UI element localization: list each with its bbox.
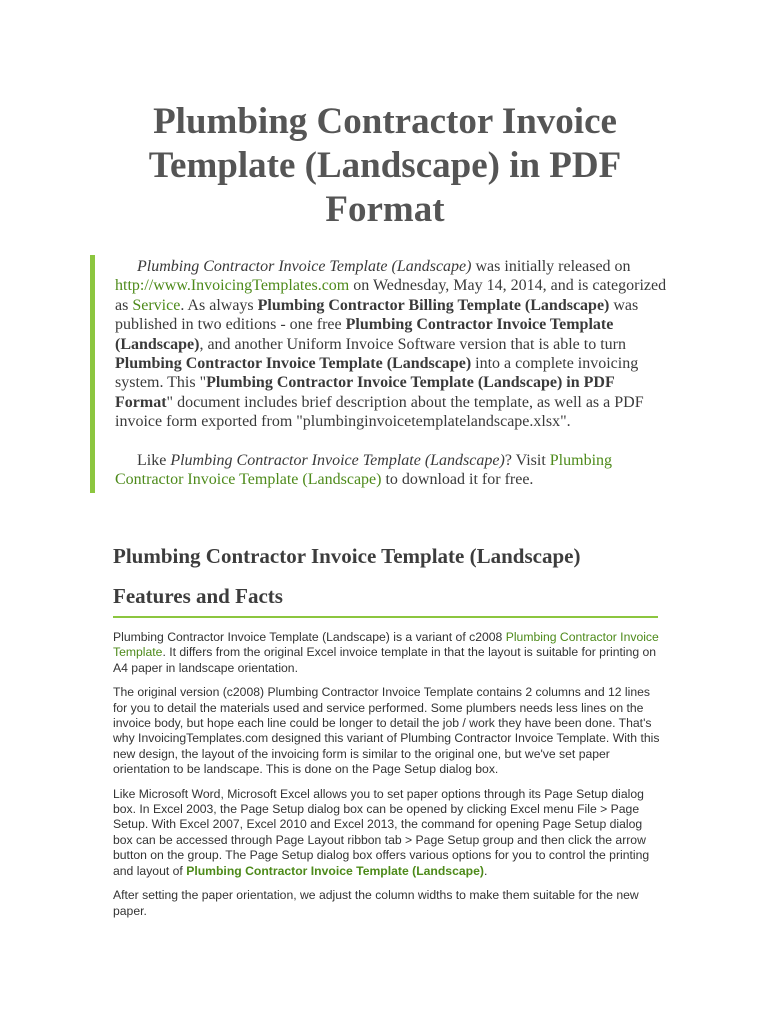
service-category-link[interactable]: Service: [132, 296, 181, 314]
visit-template-link[interactable]: Plumbing Contractor Invoice Template (Landscape): [115, 451, 613, 489]
section-heading: Plumbing Contractor Invoice Template (Landscape) Features and Facts: [113, 536, 658, 618]
intro-blockquote: [90, 255, 675, 493]
intro-paragraph-2: Like Plumbing Contractor Invoice Template (Landscape)? Visit Plumbing Contractor Invoice Template (Landscape) to download it for free.: [115, 451, 613, 489]
body-paragraph-2: The original version (c2008) Plumbing Contractor Invoice Template contains 2 columns and 12 lines for you to detail the materials used and service performed. Some plumbers needs less lines on the invoice body, but hope each line could be longer to detail the job / work they have been done. That's why InvoicingTemplates.com designed this variant of Plumbing Contractor Invoice Template. With this new design, the layout of the invoicing form is similar to the original one, but we've set paper orientation to be landscape. This is done on the Page Setup dialog box.: [113, 685, 660, 777]
page-title: Plumbing Contractor Invoice Template (Landscape) in PDF Format: [148, 101, 622, 230]
template-bold-link[interactable]: Plumbing Contractor Invoice Template (Landscape): [186, 863, 484, 878]
invoicingtemplates-link[interactable]: http://www.InvoicingTemplates.com: [115, 277, 350, 295]
template-name-italic: Plumbing Contractor Invoice Template (Landscape): [137, 258, 472, 275]
body-paragraph-4: After setting the paper orientation, we adjust the column widths to make them suitable for the new paper.: [113, 888, 639, 918]
original-template-link[interactable]: Plumbing Contractor Invoice Template: [113, 630, 659, 660]
body-paragraph-3: Like Microsoft Word, Microsoft Excel allows you to set paper options through its Page Setup dialog box. In Excel 2003, the Page Setup dialog box can be opened by clicking Excel menu File > Page Setup. With Excel 2007, Excel 2010 and Excel 2013, the command for opening Page Setup dialog box can be accessed through Page Layout ribbon tab > Page Setup group and then click the arrow button on the group. The Page Setup dialog box offers various options for you to control the printing and layout of Plumbing Contractor Invoice Template (Landscape).: [113, 786, 650, 878]
body-paragraph-1: Plumbing Contractor Invoice Template (Landscape) is a variant of c2008 Plumbing Contractor Invoice Template. It differs from the original Excel invoice template in that the layout is suitable for printing on A4 paper in landscape orientation.: [113, 630, 659, 675]
intro-paragraph-1: Plumbing Contractor Invoice Template (Landscape) was initially released on http://www.InvoicingTemplates.com on Wednesday, May 14, 2014, and is categorized as Service. As always Plumbing Contractor Billing Template (Landscape) was published in two editions - one free Plumbing Contractor Invoice Template (Landscape), and another Uniform Invoice Software version that is able to turn Plumbing Contractor Invoice Template (Landscape) into a complete invoicing system. This "Plumbing Contractor Invoice Template (Landscape) in PDF Format" document includes brief description about the template, as well as a PDF invoice form exported from "plumbinginvoicetemplatelandscape.xlsx".: [115, 258, 667, 431]
section-body: [113, 630, 661, 928]
